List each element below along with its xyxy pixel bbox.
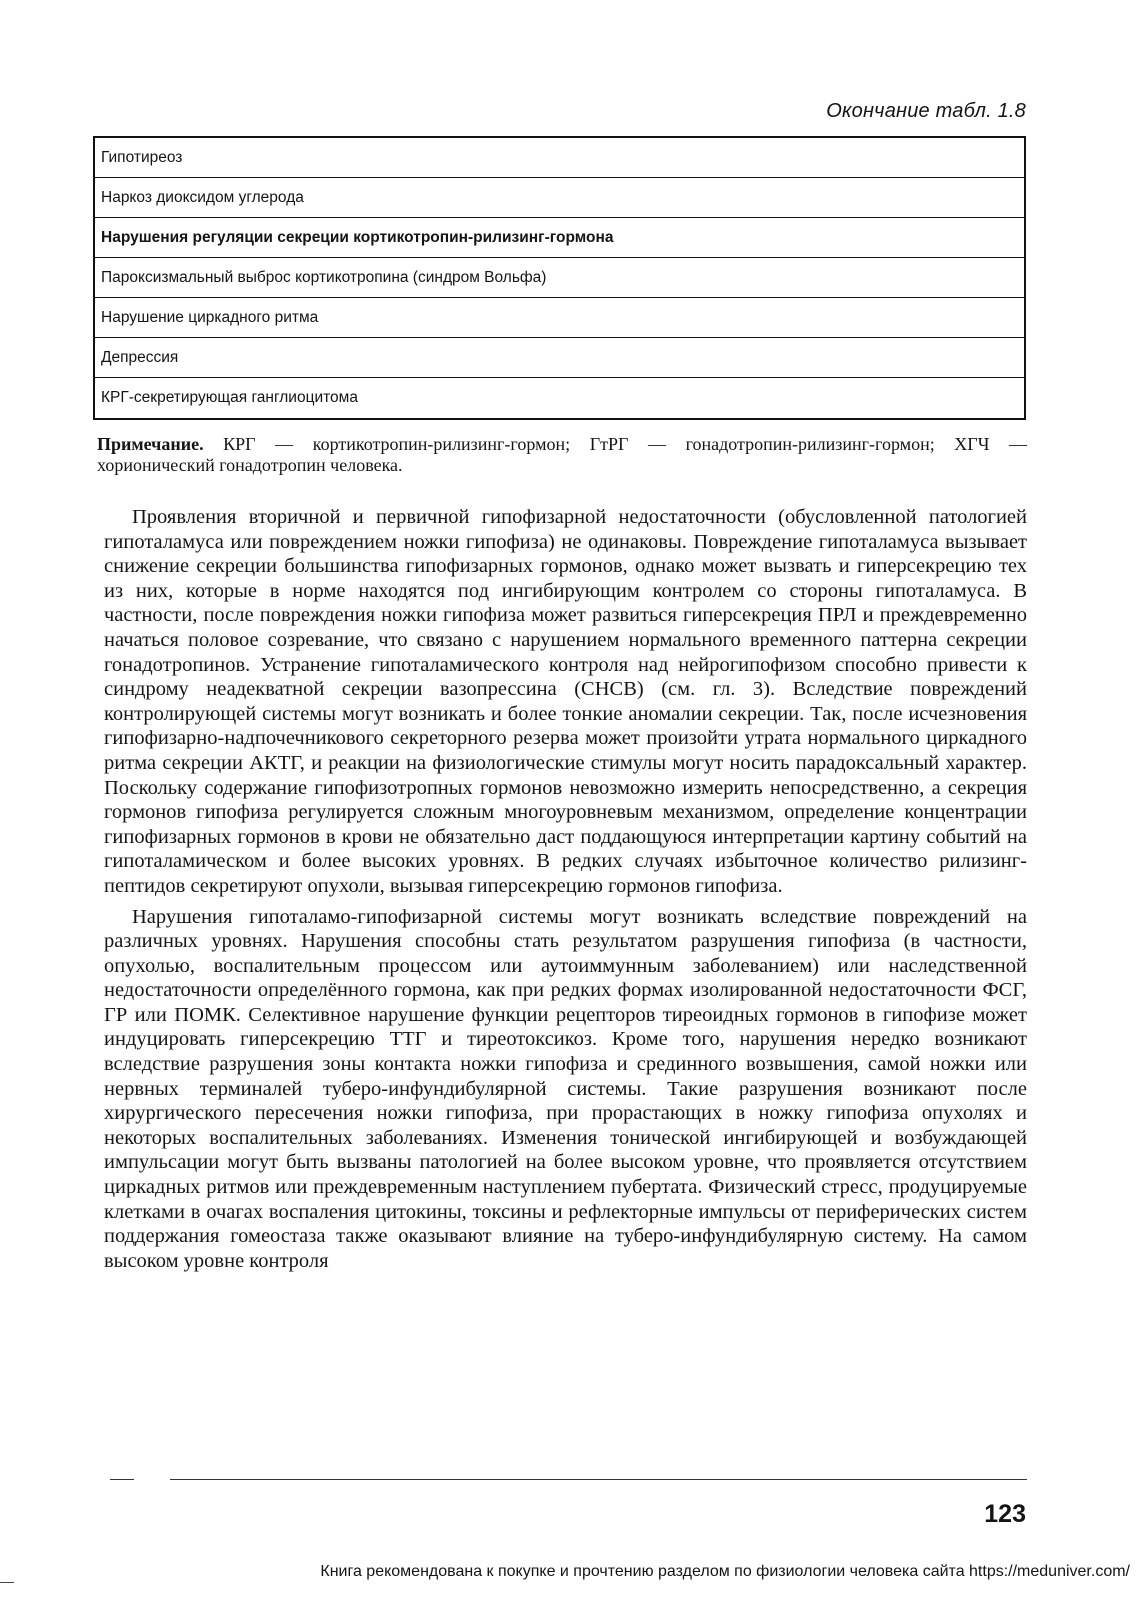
table-row-section-heading: Нарушения регуляции секреции кортикотропин-рилизинг-гормона bbox=[95, 218, 1024, 258]
table-note bbox=[97, 434, 1027, 476]
table-row: Пароксизмальный выброс кортикотропина (синдром Вольфа) bbox=[95, 258, 1024, 298]
table-row: Наркоз диоксидом углерода bbox=[95, 178, 1024, 218]
table-continuation-caption: Окончание табл. 1.8 bbox=[826, 100, 1026, 122]
footer-rule bbox=[170, 1479, 1027, 1480]
table bbox=[93, 136, 1026, 420]
table-note-text: КРГ — кортикотропин-рилизинг-гормон; ГтРГ — гонадотропин-рилизинг-гормон; ХГЧ — хорионический гонадотропин человека. bbox=[97, 434, 1027, 475]
paragraph: Нарушения гипоталамо-гипофизарной системы могут возникать вследствие повреждений на различных уровнях. Нарушения способны стать результатом разрушения гипофиза (в частности, опухолью, воспалительным процессом или аутоиммунным заболеванием) или наследственной недостаточности определённого гормона, как при редких формах изолированной недостаточности ФСГ, ГР или ПОМК. Селективное нарушение функции рецепторов тиреоидных гормонов в гипофизе может индуцировать гиперсекрецию ТТГ и тиреотоксикоз. Кроме того, нарушения нередко возникают вследствие разрушения зоны контакта ножки гипофиза и срединного возвышения, самой ножки или нервных терминалей туберо-инфундибулярной системы. Такие разрушения возникают после хирургического пересечения ножки гипофиза, при прорастающих в ножку гипофиза опухолях и некоторых воспалительных заболеваниях. Изменения тонической ингибирующей и возбуждающей импульсации могут быть вызваны патологией на более высоком уровне, что проявляется отсутствием циркадных ритмов или преждевременным наступлением пубертата. Физический стресс, продуцируемые клетками в очагах воспаления цитокины, токсины и рефлекторные импульсы от периферических систем поддержания гомеостаза также оказывают влияние на туберо-инфундибулярную систему. На самом высоком уровне контроля bbox=[104, 905, 1027, 1272]
table-row: Нарушение циркадного ритма bbox=[95, 298, 1024, 338]
body-text bbox=[104, 505, 1027, 1273]
table-row: Депрессия bbox=[95, 338, 1024, 378]
page-number: 123 bbox=[984, 1500, 1026, 1528]
table-note-label: Примечание. bbox=[97, 434, 204, 454]
footer-text: Книга рекомендована к покупке и прочтению разделом по физиологии человека сайта https://meduniver.com/ bbox=[320, 1563, 1130, 1580]
margin-mark bbox=[0, 1582, 14, 1583]
footer-rule-short bbox=[110, 1479, 134, 1480]
table-row: КРГ-секретирующая ганглиоцитома bbox=[101, 389, 358, 406]
table-row: Гипотиреоз bbox=[95, 138, 1024, 178]
paragraph: Проявления вторичной и первичной гипофизарной недостаточности (обусловленной патологией гипоталамуса или повреждением ножки гипофиза) не одинаковы. Повреждение гипоталамуса вызывает снижение секреции большинства гипофизарных гормонов, однако может вызвать и гиперсекрецию тех из них, которые в норме находятся под ингибирующим контролем со стороны гипоталамуса. В частности, после повреждения ножки гипофиза может развиться гиперсекреция ПРЛ и преждевременно начаться половое созревание, что связано с нарушением нормального временного паттерна секреции гонадотропинов. Устранение гипоталамического контроля над нейрогипофизом способно привести к синдрому неадекватной секреции вазопрессина (СНСВ) (см. гл. 3). Вследствие повреждений контролирующей системы могут возникать и более тонкие аномалии секреции. Так, после исчезновения гипофизарно-надпочечникового секреторного резерва может произойти утрата нормального циркадного ритма секреции АКТГ, и реакции на физиологические стимулы могут носить парадоксальный характер. Поскольку содержание гипофизотропных гормонов невозможно измерить непосредственно, а секреция гормонов гипофиза регулируется сложным многоуровневым механизмом, определение концентрации гипофизарных гормонов в крови не обязательно даст поддающуюся интерпретации картину событий на гипоталамическом и более высоких уровнях. В редких случаях избыточное количество рилизинг-пептидов секретируют опухоли, вызывая гиперсекрецию гормонов гипофиза. bbox=[104, 506, 1027, 897]
